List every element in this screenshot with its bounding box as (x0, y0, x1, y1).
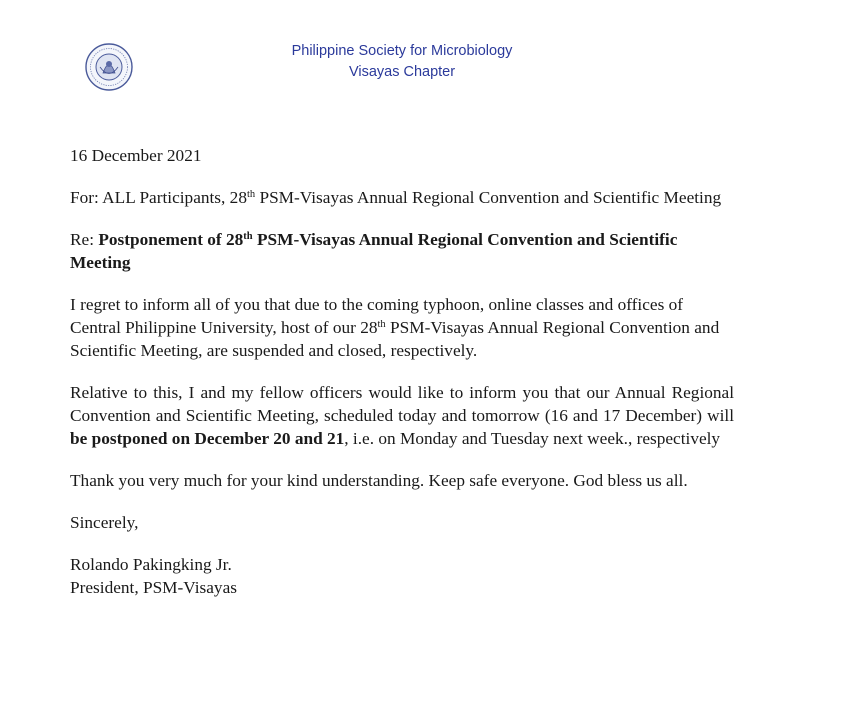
chapter-name: Visayas Chapter (348, 64, 456, 80)
letter-body (70, 144, 734, 599)
recipient-line: For: ALL Participants, 28th PSM-Visayas Annual Regional Convention and Scientific Meeting (70, 188, 722, 207)
closing: Sincerely, (70, 513, 139, 532)
signatory-name: Rolando Pakingking Jr. (70, 555, 232, 574)
paragraph-announcement: I regret to inform all of you that due to the coming typhoon, online classes and offices of Central Philippine University, host of our 28th PSM-Visayas Annual Regional Convention and Scientific Meeting, are suspended and closed, respectively. (70, 295, 720, 360)
subject-line: Re: Postponement of 28th PSM-Visayas Annual Regional Convention and Scientific Meeting (70, 230, 678, 272)
letterhead (0, 41, 804, 83)
paragraph-postponement: Relative to this, I and my fellow officers would like to inform you that our Annual Regional Convention and Scientific Meeting, scheduled today and tomorrow (16 and 17 December) will be postponed on December 20 and 21, i.e. on Monday and Tuesday next week., respectively (70, 383, 734, 448)
paragraph-thanks: Thank you very much for your kind understanding. Keep safe everyone. God bless us all. (70, 471, 688, 490)
signatory-title: President, PSM-Visayas (70, 578, 237, 597)
letter-date: 16 December 2021 (70, 146, 202, 165)
organization-name: Philippine Society for Microbiology (291, 43, 513, 59)
